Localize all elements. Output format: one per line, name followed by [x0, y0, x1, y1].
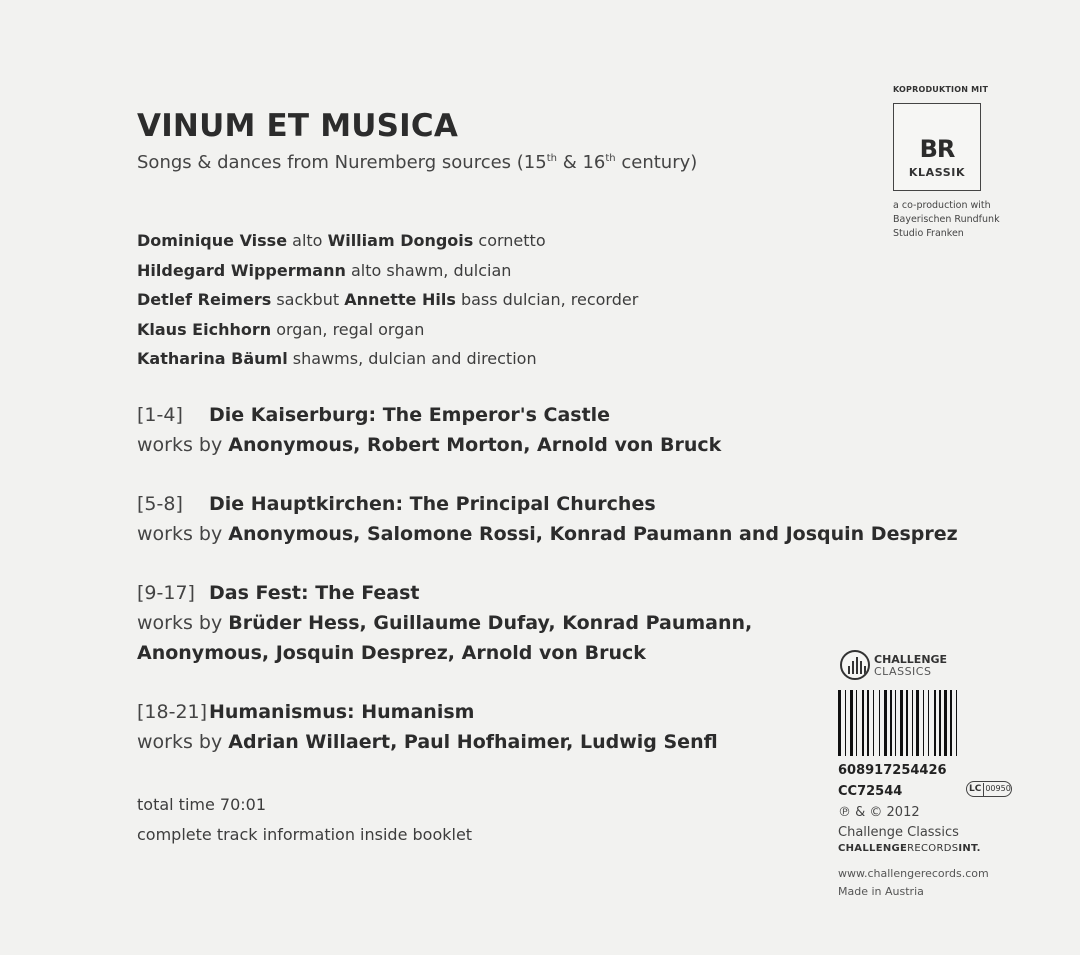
footer-info: [137, 790, 472, 849]
br-klassik-logo: [893, 103, 981, 191]
br-logo-mark: BR: [919, 135, 955, 163]
performer-row: Katharina Bäuml shawms, dulcian and direction: [137, 349, 537, 368]
copyright-info: ℗ & © 2012 Challenge Classics: [838, 805, 959, 840]
performer-row: Detlef Reimers sackbut Annette Hils bass dulcian, recorder: [137, 290, 639, 309]
section-composers: works by Anonymous, Robert Morton, Arnold von Bruck: [137, 434, 722, 456]
section-composers: works by Anonymous, Salomone Rossi, Konrad Paumann and Josquin Desprez: [137, 523, 958, 545]
challenge-records-int: CHALLENGERECORDSINT.: [838, 843, 981, 854]
made-in: Made in Austria: [838, 885, 924, 898]
challenge-logo-name: CHALLENGE: [874, 653, 948, 666]
program-section: [137, 489, 967, 549]
track-range: [18-21]: [137, 701, 208, 723]
challenge-logo-icon: [840, 650, 870, 680]
program-section: [137, 400, 967, 460]
barcode: [838, 690, 1028, 756]
performer-row: Klaus Eichhorn organ, regal organ: [137, 319, 425, 339]
section-title: Humanismus: Humanism: [209, 701, 475, 723]
section-composers: works by Adrian Willaert, Paul Hofhaimer, Ludwig Senfl: [137, 731, 718, 753]
album-title: VINUM ET MUSICA: [137, 108, 459, 144]
br-logo-word: KLASSIK: [908, 166, 966, 179]
track-range: [5-8]: [137, 493, 183, 515]
section-title: Die Hauptkirchen: The Principal Churches: [209, 493, 656, 515]
performer-row: Dominique Visse alto William Dongois cornetto: [137, 231, 546, 250]
label-code: LC 00950: [966, 781, 1012, 797]
track-range: [1-4]: [137, 404, 183, 426]
booklet-note: complete track information inside booklet: [137, 824, 473, 844]
coproduction-note: a co-production with Bayerischen Rundfunk Studio Franken: [893, 200, 1000, 239]
track-range: [9-17]: [137, 582, 195, 604]
section-composers: works by Brüder Hess, Guillaume Dufay, Konrad Paumann, Anonymous, Josquin Desprez, Arnold von Bruck: [137, 612, 753, 664]
total-time: total time 70:01: [137, 795, 267, 814]
section-title: Das Fest: The Feast: [209, 582, 420, 604]
performer-row: Hildegard Wippermann alto shawm, dulcian: [137, 260, 512, 280]
album-subtitle: Songs & dances from Nuremberg sources (15th & 16th century): [137, 152, 698, 173]
performers-list: [137, 226, 638, 374]
section-title: Die Kaiserburg: The Emperor's Castle: [209, 404, 611, 426]
website: www.challengerecords.com: [838, 867, 989, 880]
label-web-info: [838, 865, 989, 901]
catalog-number: CC72544: [838, 784, 903, 799]
ean-number: 608917254426: [838, 763, 947, 778]
challenge-logo-sub: CLASSICS: [874, 665, 932, 678]
coproduction-label: KOPRODUKTION MIT: [893, 85, 989, 94]
